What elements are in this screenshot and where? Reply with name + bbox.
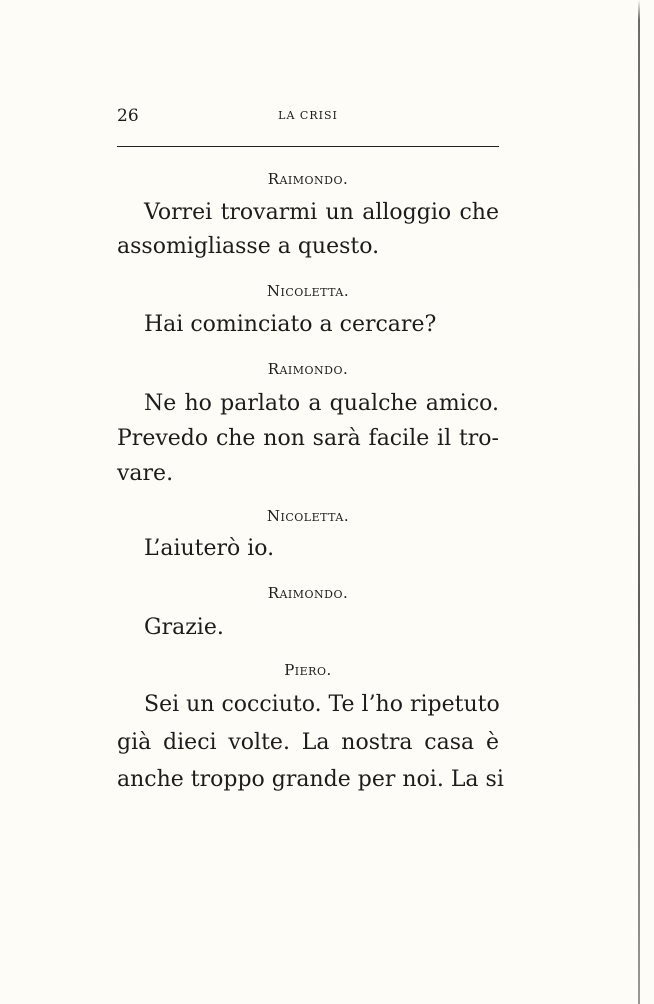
- running-title: LA CRISI: [278, 109, 338, 122]
- dialogue-line: assomigliasse a questo.: [117, 234, 380, 259]
- speaker-name: Nicoletta.: [266, 507, 350, 525]
- speaker-name: Raimondo.: [267, 170, 349, 188]
- dialogue-line: Hai cominciato a cercare?: [144, 312, 437, 337]
- speaker-name: Raimondo.: [267, 584, 349, 602]
- dialogue-line: Vorrei trovarmi un alloggio che: [144, 200, 499, 225]
- dialogue-line: anche troppo grande per noi. La si: [117, 767, 504, 792]
- dialogue-line: L’aiuterò io.: [144, 536, 275, 561]
- speaker-name: Raimondo.: [267, 360, 349, 378]
- dialogue-line: Sei un cocciuto. Te l’ho ripetuto: [144, 692, 500, 717]
- page-edge: [638, 0, 640, 1004]
- page-header: [117, 106, 499, 130]
- dialogue-line: già dieci volte. La nostra casa è: [117, 730, 499, 755]
- dialogue-line: Ne ho parlato a qualche amico.: [144, 391, 499, 416]
- header-rule: [117, 146, 499, 147]
- dialogue-line: vare.: [117, 461, 174, 486]
- dialogue-line: Prevedo che non sarà facile il tro-: [117, 426, 499, 451]
- dialogue-line: Grazie.: [144, 615, 224, 640]
- speaker-name: Piero.: [284, 661, 332, 679]
- page-number: 26: [117, 106, 139, 126]
- speaker-name: Nicoletta.: [266, 282, 350, 300]
